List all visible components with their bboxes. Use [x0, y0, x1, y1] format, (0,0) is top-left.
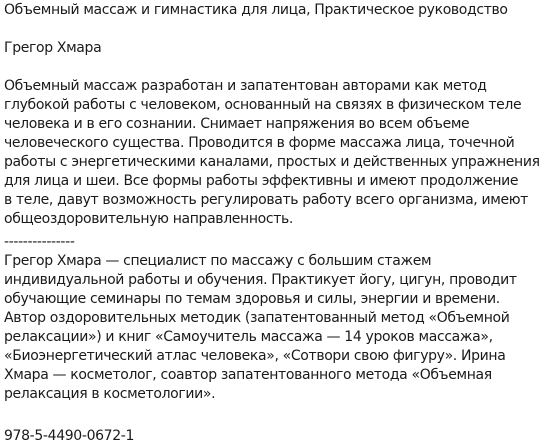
section-separator: ---------------: [4, 234, 75, 250]
description-line: общеоздоровительную направленность.: [4, 211, 294, 227]
description-line: глубокой работы с человеком, основанный на связях в физическом теле: [4, 97, 522, 113]
book-isbn: 978-5-4490-0672-1: [4, 428, 135, 444]
bio-line: Грегор Хмара — специалист по массажу с большим стажем: [4, 253, 432, 269]
description-line: человека и в его сознании. Снимает напряжения во всем объеме: [4, 116, 470, 132]
bio-line: Хмара — косметолог, соавтор запатентованного метода «Объемная: [4, 367, 492, 383]
description-line: Объемный массаж разработан и запатентован авторами как метод: [4, 78, 487, 94]
book-author: Грегор Хмара: [4, 40, 102, 56]
bio-line: релаксации») и книг «Самоучитель массажа — 14 уроков массажа»,: [4, 329, 493, 345]
bio-line: обучающие семинары по темам здоровья и силы, энергии и времени.: [4, 291, 500, 307]
author-biography: [4, 252, 517, 404]
book-title: Объемный массаж и гимнастика для лица, Практическое руководство: [4, 2, 508, 18]
description-line: для лица и шеи. Все формы работы эффективны и имеют продолжение: [4, 173, 519, 189]
bio-line: релаксация в косметологии».: [4, 386, 216, 402]
description-line: человеческого существа. Проводится в форме массажа лица, точечной: [4, 135, 515, 151]
description-line: в теле, давут возможность регулировать работу всего организма, имеют: [4, 192, 528, 208]
bio-line: индивидуальной работы и обучения. Практикует йогу, цигун, проводит: [4, 272, 517, 288]
bio-line: «Биоэнергетический атлас человека», «Сотвори свою фигуру». Ирина: [4, 348, 506, 364]
description-line: работы с энергетическими каналами, простых и действенных упражнения: [4, 154, 540, 170]
book-description: [4, 77, 540, 229]
bio-line: Автор оздоровительных методик (запатентованный метод «Объемной: [4, 310, 510, 326]
